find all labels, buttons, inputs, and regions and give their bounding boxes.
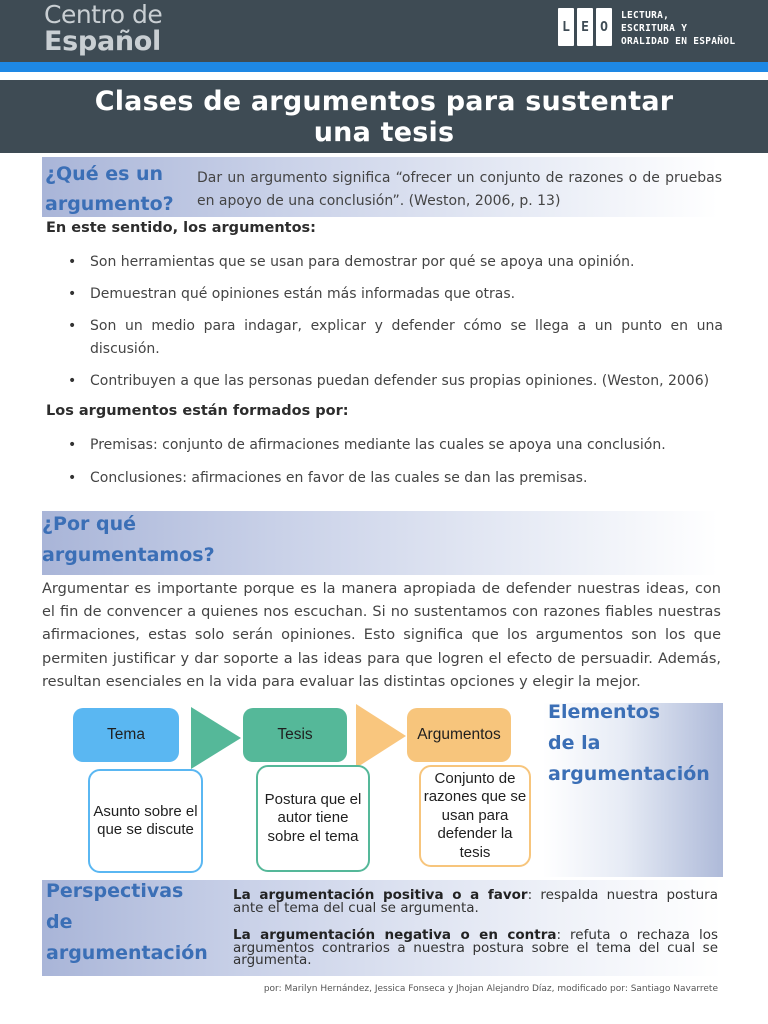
section-title-line: ¿Qué es un [45, 163, 164, 185]
tema-description: Asunto sobre el que se discute [88, 769, 203, 873]
green-arrow-icon [191, 707, 241, 769]
perspectives-band [42, 880, 722, 976]
section-title-line: Elementos [548, 701, 661, 723]
logo-line-1: Centro de [44, 0, 163, 29]
centro-de-espanol-logo [44, 2, 162, 55]
leo-tagline-line: ESCRITURA Y [621, 23, 688, 34]
section-title-line: Perspectivas [46, 880, 184, 902]
leo-tagline-line: LECTURA, [621, 10, 670, 21]
leo-letter-o: O [596, 8, 612, 46]
why-argue-paragraph: Argumentar es importante porque es la manera apropiada de defender nuestras ideas, con el fin de convencer a quienes nos escuchan. Si no sustentamos con razones fiables nuestras afirmaciones, estas solo serán opiniones. Esto significa que los argumentos son los que permiten justificar y dar soporte a las ideas para que logren el efecto de persuadir. Además, resultan esenciales en la vida para evaluar las distintas opciones y elegir la mejor. [42, 581, 721, 690]
list-item: • Premisas: conjunto de afirmaciones mediante las cuales se apoya una conclusión. [90, 434, 723, 457]
why-argue-title [42, 509, 215, 571]
list-item: • Son herramientas que se usan para demostrar por qué se apoya una opinión. [90, 251, 723, 274]
section-title-line: argumentación [46, 942, 208, 964]
what-is-argument-title [45, 159, 174, 219]
author-credit: por: Marilyn Hernández, Jessica Fonseca y Jhojan Alejandro Díaz, modificado por: Santiago Navarrete [263, 984, 718, 994]
list-item: • Contribuyen a que las personas puedan defender sus propias opiniones. (Weston, 2006) [90, 370, 723, 393]
list-item: • Conclusiones: afirmaciones en favor de las cuales se dan las premisas. [90, 467, 723, 490]
page-title-line-2: una tesis [313, 117, 455, 148]
negative-label: La argumentación negativa o en contra [233, 927, 557, 943]
section-title-line: de [46, 911, 73, 933]
subheading-formed-by: Los argumentos están formados por: [46, 403, 349, 419]
logo-line-2: Español [44, 26, 161, 57]
leo-logo [558, 8, 612, 46]
leo-tagline [621, 9, 735, 48]
leo-letter-l: L [558, 8, 574, 46]
argumentos-description: Conjunto de razones que se usan para defender la tesis [419, 765, 531, 867]
argumentos-box: Argumentos [407, 708, 511, 762]
elements-title [548, 697, 710, 790]
section-title-line: argumento? [45, 193, 174, 215]
section-title-line: de la [548, 732, 601, 754]
list-item: • Son un medio para indagar, explicar y defender cómo se llega a un punto en una discusión. [90, 315, 723, 361]
tema-box: Tema [73, 708, 179, 762]
positive-label: La argumentación positiva o a favor [233, 887, 528, 903]
subheading-in-this-sense: En este sentido, los argumentos: [46, 220, 316, 236]
positive-text: : respalda nuestra postura ante el tema del cual se argumenta. [233, 887, 719, 916]
header-blue-stripe [0, 62, 768, 72]
header-bar [0, 0, 768, 62]
elements-title-band [543, 703, 723, 877]
leo-tagline-line: ORALIDAD EN ESPAÑOL [621, 36, 736, 47]
negative-text: : refuta o rechaza los argumentos contrarios a nuestra postura sobre el tema del cual se argumenta. [233, 927, 718, 968]
negative-argumentation [233, 929, 718, 967]
section-title-line: ¿Por qué [42, 513, 136, 535]
title-bar [0, 80, 768, 153]
argument-parts-list [90, 434, 723, 490]
list-item: • Demuestran qué opiniones están más informadas que otras. [90, 283, 723, 306]
tesis-box: Tesis [243, 708, 347, 762]
positive-argumentation [233, 889, 718, 914]
argument-definition: Dar un argumento significa “ofrecer un conjunto de razones o de pruebas en apoyo de una conclusión”. (Weston, 2006, p. 13) [197, 170, 722, 209]
leo-letter-e: E [577, 8, 593, 46]
section-title-line: argumentamos? [42, 544, 215, 566]
what-is-argument-band [42, 157, 722, 217]
page-title [0, 80, 768, 148]
perspectives-title [46, 876, 208, 969]
page-title-line-1: Clases de argumentos para sustentar [94, 86, 674, 117]
tesis-description: Postura que el autor tiene sobre el tema [256, 765, 370, 872]
why-argue-band [42, 511, 718, 575]
section-title-line: argumentación [548, 763, 710, 785]
argument-purpose-list [90, 251, 723, 393]
orange-arrow-icon [356, 704, 406, 768]
header-white-stripe [0, 72, 768, 80]
